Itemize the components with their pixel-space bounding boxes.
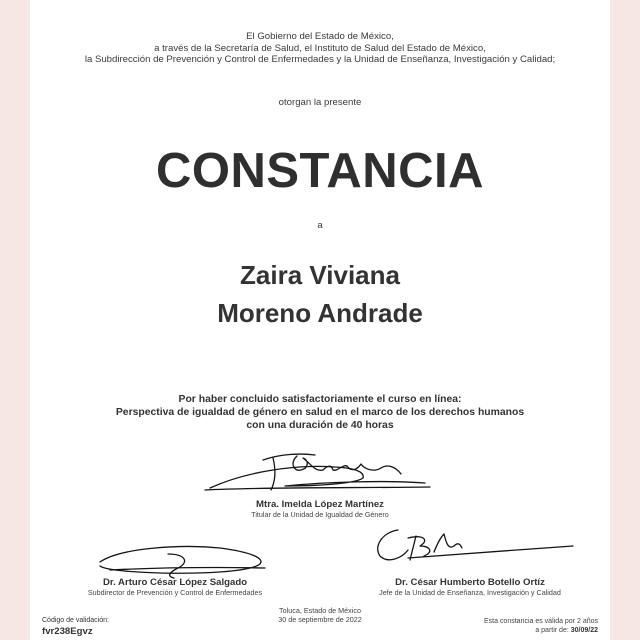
validity-from-date: 30/09/22 <box>570 627 598 634</box>
issuer-line-2: a través de la Secretaría de Salud, el Instituto de Salud del Estado de México, <box>154 42 486 54</box>
grant-text: otorgan la presente <box>278 97 362 108</box>
certificate-sheet <box>30 0 610 640</box>
validation-label: Código de validación: <box>42 617 109 624</box>
signature-scribble-3 <box>368 522 578 567</box>
signatory-3-role: Jefe de la Unidad de Enseñanza, Investigación y Calidad <box>379 588 561 597</box>
validity-from <box>484 626 598 635</box>
signatory-1-name: Mtra. Imelda López Martínez <box>256 499 384 510</box>
course-description <box>30 393 610 432</box>
signature-scribble-2 <box>90 540 270 580</box>
recipient-last-names: Moreno Andrade <box>217 298 423 328</box>
validity-text: Esta constancia es válida por 2 años <box>483 618 598 625</box>
recipient-first-names: Zaira Viviana <box>240 260 400 290</box>
signatory-3 <box>335 577 605 597</box>
signatory-1 <box>175 499 465 519</box>
issuer-text <box>30 31 610 66</box>
validation-code: fvr238Egvz <box>42 626 93 637</box>
signature-scribble-1 <box>205 450 435 495</box>
issuer-line-1: El Gobierno del Estado de México, <box>246 31 394 42</box>
validity-from-label: a partir de: <box>535 627 569 634</box>
to-text: a <box>317 220 323 231</box>
course-duration: con una duración de 40 horas <box>246 420 394 431</box>
signatory-2 <box>50 577 300 597</box>
certificate-title: CONSTANCIA <box>155 144 485 198</box>
course-line-1: Por haber concluido satisfactoriamente el curso en línea: <box>178 394 462 405</box>
issuer-line-3: la Subdirección de Prevención y Control de Enfermedades y la Unidad de Enseñanza, Investigación y Calidad; <box>84 54 556 65</box>
signatory-2-name: Dr. Arturo César López Salgado <box>102 577 248 588</box>
signatory-1-role: Titular de la Unidad de Igualdad de Género <box>251 510 389 519</box>
signatory-2-role: Subdirector de Prevención y Control de Enfermedades <box>87 588 263 597</box>
validity-block <box>484 617 598 635</box>
issue-place: Toluca, Estado de México <box>279 606 361 615</box>
issue-date: 30 de septiembre de 2022 <box>278 614 362 624</box>
signatory-3-name: Dr. César Humberto Botello Ortíz <box>395 577 545 588</box>
course-name: Perspectiva de igualdad de género en salud en el marco de los derechos humanos <box>115 407 525 418</box>
